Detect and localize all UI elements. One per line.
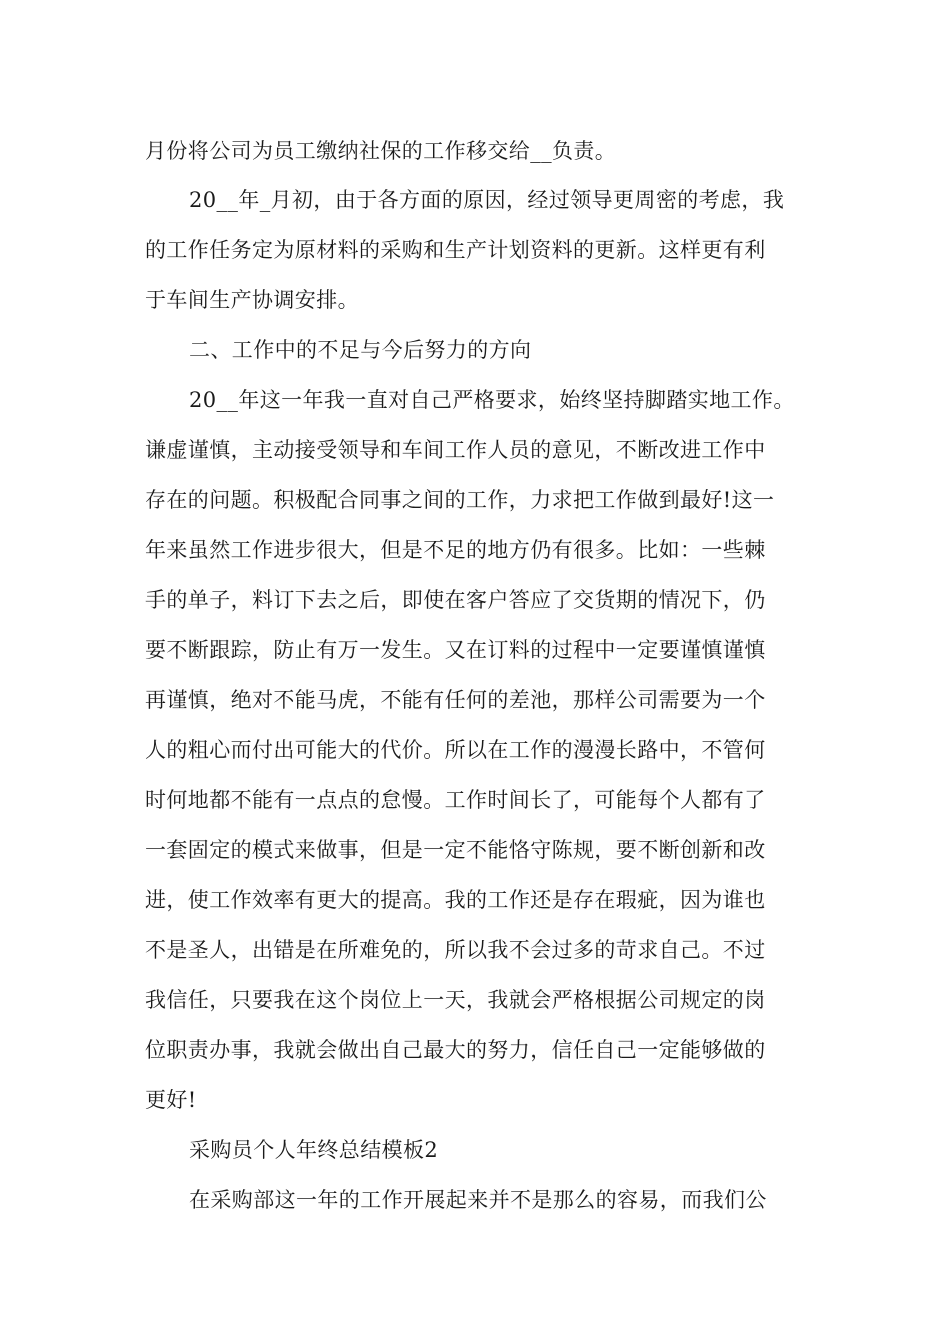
- text-line-2: 20__年_月初，由于各方面的原因，经过领导更周密的考虑，我: [189, 188, 785, 212]
- text-line-4: 于车间生产协调安排。: [145, 288, 359, 312]
- text-line-12: 再谨慎，绝对不能马虎，不能有任何的差池，那样公司需要为一个: [145, 688, 766, 712]
- text-line-8: 存在的问题。积极配合同事之间的工作，力求把工作做到最好!这一: [145, 488, 775, 512]
- text-line-14: 时何地都不能有一点点的怠慢。工作时间长了，可能每个人都有了: [145, 788, 766, 812]
- text-line-18: 我信任，只要我在这个岗位上一天，我就会严格根据公司规定的岗: [145, 988, 766, 1012]
- text-line-7: 谦虚谨慎，主动接受领导和车间工作人员的意见，不断改进工作中: [145, 438, 766, 462]
- text-line-16: 进，使工作效率有更大的提高。我的工作还是存在瑕疵，因为谁也: [145, 888, 766, 912]
- section-heading: 二、工作中的不足与今后努力的方向: [189, 338, 532, 362]
- text-line-11: 要不断跟踪，防止有万一发生。又在订料的过程中一定要谨慎谨慎: [145, 638, 766, 662]
- text-line-10: 手的单子，料订下去之后，即使在客户答应了交货期的情况下，仍: [145, 588, 766, 612]
- text-line-22: 在采购部这一年的工作开展起来并不是那么的容易，而我们公: [189, 1188, 767, 1212]
- text-line-20: 更好!: [145, 1088, 197, 1112]
- text-line-15: 一套固定的模式来做事，但是一定不能恪守陈规，要不断创新和改: [145, 838, 766, 862]
- text-line-13: 人的粗心而付出可能大的代价。所以在工作的漫漫长路中，不管何: [145, 738, 766, 762]
- text-line-3: 的工作任务定为原材料的采购和生产计划资料的更新。这样更有利: [145, 238, 766, 262]
- text-line-1: 月份将公司为员工缴纳社保的工作移交给__负责。: [145, 139, 617, 163]
- text-line-9: 年来虽然工作进步很大，但是不足的地方仍有很多。比如：一些棘: [145, 538, 766, 562]
- document-subtitle: 采购员个人年终总结模板2: [189, 1138, 439, 1162]
- text-line-17: 不是圣人，出错是在所难免的，所以我不会过多的苛求自己。不过: [145, 938, 766, 962]
- text-line-6: 20__年这一年我一直对自己严格要求，始终坚持脚踏实地工作。: [189, 388, 795, 412]
- text-line-19: 位职责办事，我就会做出自己最大的努力，信任自己一定能够做的: [145, 1038, 766, 1062]
